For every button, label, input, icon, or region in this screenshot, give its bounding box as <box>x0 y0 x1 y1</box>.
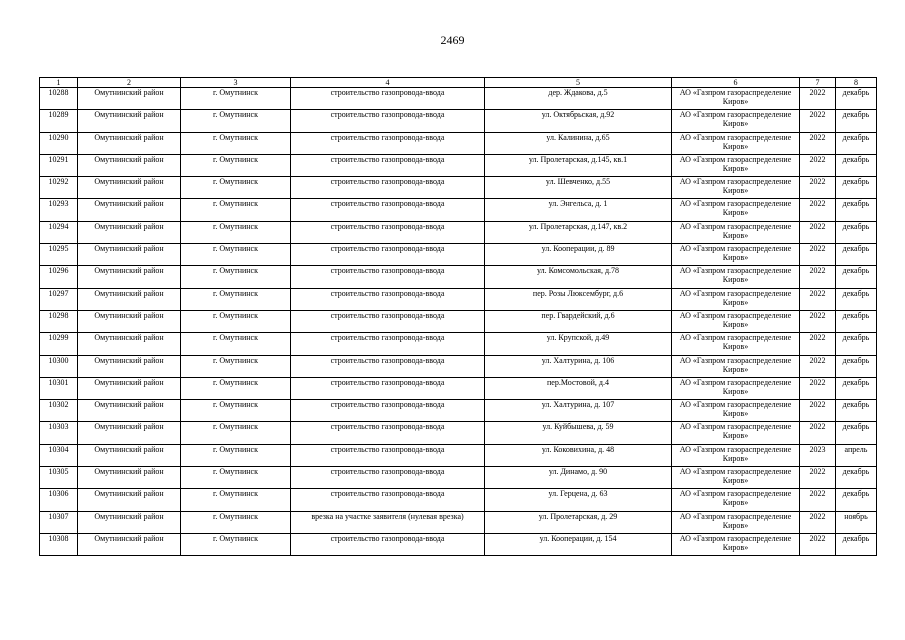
cell-row-number: 10304 <box>40 444 78 466</box>
column-header-1: 1 <box>40 78 78 88</box>
cell-district: Омутнинский район <box>78 266 181 288</box>
cell-year: 2022 <box>800 110 836 132</box>
cell-month: декабрь <box>836 266 877 288</box>
cell-work-type: строительство газопровода-ввода <box>291 333 485 355</box>
cell-city: г. Омутнинск <box>181 177 291 199</box>
cell-work-type: строительство газопровода-ввода <box>291 110 485 132</box>
table-row <box>40 132 877 154</box>
column-header-8: 8 <box>836 78 877 88</box>
cell-month: декабрь <box>836 88 877 110</box>
cell-address: ул. Динамо, д. 90 <box>485 467 672 489</box>
cell-city: г. Омутнинск <box>181 244 291 266</box>
cell-city: г. Омутнинск <box>181 221 291 243</box>
cell-month: декабрь <box>836 132 877 154</box>
cell-month: декабрь <box>836 377 877 399</box>
cell-row-number: 10288 <box>40 88 78 110</box>
cell-address: ул. Куйбышева, д. 59 <box>485 422 672 444</box>
cell-city: г. Омутнинск <box>181 377 291 399</box>
cell-year: 2022 <box>800 88 836 110</box>
table-row <box>40 400 877 422</box>
cell-address: пер.Мостовой, д.4 <box>485 377 672 399</box>
table-row <box>40 310 877 332</box>
cell-organization: АО «Газпром газораспределение Киров» <box>672 533 800 555</box>
cell-district: Омутнинский район <box>78 310 181 332</box>
cell-city: г. Омутнинск <box>181 467 291 489</box>
table-row <box>40 221 877 243</box>
cell-month: декабрь <box>836 110 877 132</box>
table-row <box>40 511 877 533</box>
cell-work-type: строительство газопровода-ввода <box>291 221 485 243</box>
cell-address: ул. Коковихина, д. 48 <box>485 444 672 466</box>
cell-address: ул. Калинина, д.65 <box>485 132 672 154</box>
table-body <box>40 88 877 556</box>
cell-organization: АО «Газпром газораспределение Киров» <box>672 177 800 199</box>
cell-row-number: 10296 <box>40 266 78 288</box>
cell-city: г. Омутнинск <box>181 355 291 377</box>
cell-city: г. Омутнинск <box>181 533 291 555</box>
cell-row-number: 10293 <box>40 199 78 221</box>
cell-city: г. Омутнинск <box>181 288 291 310</box>
cell-work-type: строительство газопровода-ввода <box>291 288 485 310</box>
cell-row-number: 10308 <box>40 533 78 555</box>
cell-row-number: 10297 <box>40 288 78 310</box>
cell-district: Омутнинский район <box>78 154 181 176</box>
table-row <box>40 266 877 288</box>
cell-year: 2022 <box>800 533 836 555</box>
cell-year: 2022 <box>800 333 836 355</box>
data-table <box>39 77 877 556</box>
cell-work-type: строительство газопровода-ввода <box>291 489 485 511</box>
cell-address: пер. Розы Люксембург, д.6 <box>485 288 672 310</box>
cell-organization: АО «Газпром газораспределение Киров» <box>672 444 800 466</box>
cell-month: декабрь <box>836 310 877 332</box>
cell-district: Омутнинский район <box>78 244 181 266</box>
table-row <box>40 110 877 132</box>
cell-city: г. Омутнинск <box>181 511 291 533</box>
cell-organization: АО «Газпром газораспределение Киров» <box>672 132 800 154</box>
cell-work-type: строительство газопровода-ввода <box>291 177 485 199</box>
cell-address: ул. Халтурина, д. 106 <box>485 355 672 377</box>
cell-year: 2022 <box>800 199 836 221</box>
cell-year: 2022 <box>800 221 836 243</box>
cell-district: Омутнинский район <box>78 355 181 377</box>
cell-address: ул. Кооперации, д. 89 <box>485 244 672 266</box>
cell-year: 2022 <box>800 422 836 444</box>
cell-row-number: 10303 <box>40 422 78 444</box>
cell-month: декабрь <box>836 221 877 243</box>
cell-work-type: строительство газопровода-ввода <box>291 377 485 399</box>
cell-city: г. Омутнинск <box>181 422 291 444</box>
cell-row-number: 10305 <box>40 467 78 489</box>
cell-work-type: строительство газопровода-ввода <box>291 310 485 332</box>
cell-year: 2022 <box>800 288 836 310</box>
cell-district: Омутнинский район <box>78 377 181 399</box>
cell-row-number: 10295 <box>40 244 78 266</box>
column-header-7: 7 <box>800 78 836 88</box>
table-row <box>40 467 877 489</box>
page-number: 2469 <box>440 33 465 47</box>
cell-month: ноябрь <box>836 511 877 533</box>
table-row <box>40 154 877 176</box>
cell-work-type: врезка на участке заявителя (нулевая врезка) <box>291 511 485 533</box>
cell-organization: АО «Газпром газораспределение Киров» <box>672 154 800 176</box>
cell-district: Омутнинский район <box>78 177 181 199</box>
cell-district: Омутнинский район <box>78 533 181 555</box>
cell-row-number: 10292 <box>40 177 78 199</box>
cell-organization: АО «Газпром газораспределение Киров» <box>672 199 800 221</box>
cell-row-number: 10306 <box>40 489 78 511</box>
cell-organization: АО «Газпром газораспределение Киров» <box>672 266 800 288</box>
cell-year: 2022 <box>800 310 836 332</box>
cell-work-type: строительство газопровода-ввода <box>291 533 485 555</box>
cell-month: декабрь <box>836 489 877 511</box>
cell-organization: АО «Газпром газораспределение Киров» <box>672 88 800 110</box>
header-row <box>40 78 877 88</box>
cell-month: декабрь <box>836 288 877 310</box>
cell-row-number: 10291 <box>40 154 78 176</box>
cell-organization: АО «Газпром газораспределение Киров» <box>672 244 800 266</box>
cell-district: Омутнинский район <box>78 422 181 444</box>
cell-city: г. Омутнинск <box>181 154 291 176</box>
cell-organization: АО «Газпром газораспределение Киров» <box>672 377 800 399</box>
cell-month: декабрь <box>836 154 877 176</box>
cell-address: ул. Октябрьская, д.92 <box>485 110 672 132</box>
cell-year: 2022 <box>800 244 836 266</box>
cell-organization: АО «Газпром газораспределение Киров» <box>672 310 800 332</box>
cell-row-number: 10300 <box>40 355 78 377</box>
cell-address: ул. Пролетарская, д. 29 <box>485 511 672 533</box>
cell-organization: АО «Газпром газораспределение Киров» <box>672 422 800 444</box>
cell-row-number: 10299 <box>40 333 78 355</box>
cell-year: 2022 <box>800 377 836 399</box>
cell-work-type: строительство газопровода-ввода <box>291 422 485 444</box>
cell-year: 2023 <box>800 444 836 466</box>
cell-work-type: строительство газопровода-ввода <box>291 467 485 489</box>
cell-district: Омутнинский район <box>78 88 181 110</box>
cell-address: пер. Гвардейский, д.6 <box>485 310 672 332</box>
cell-work-type: строительство газопровода-ввода <box>291 154 485 176</box>
cell-year: 2022 <box>800 266 836 288</box>
cell-work-type: строительство газопровода-ввода <box>291 199 485 221</box>
cell-district: Омутнинский район <box>78 221 181 243</box>
cell-organization: АО «Газпром газораспределение Киров» <box>672 288 800 310</box>
table-row <box>40 377 877 399</box>
cell-district: Омутнинский район <box>78 288 181 310</box>
cell-month: декабрь <box>836 244 877 266</box>
cell-work-type: строительство газопровода-ввода <box>291 88 485 110</box>
cell-organization: АО «Газпром газораспределение Киров» <box>672 221 800 243</box>
cell-district: Омутнинский район <box>78 132 181 154</box>
cell-district: Омутнинский район <box>78 444 181 466</box>
cell-year: 2022 <box>800 355 836 377</box>
table-row <box>40 88 877 110</box>
table-row <box>40 333 877 355</box>
cell-month: декабрь <box>836 355 877 377</box>
cell-address: ул. Пролетарская, д.145, кв.1 <box>485 154 672 176</box>
cell-organization: АО «Газпром газораспределение Киров» <box>672 333 800 355</box>
cell-organization: АО «Газпром газораспределение Киров» <box>672 467 800 489</box>
cell-month: декабрь <box>836 467 877 489</box>
column-header-5: 5 <box>485 78 672 88</box>
table-row <box>40 533 877 555</box>
cell-year: 2022 <box>800 511 836 533</box>
cell-year: 2022 <box>800 467 836 489</box>
cell-organization: АО «Газпром газораспределение Киров» <box>672 511 800 533</box>
cell-district: Омутнинский район <box>78 511 181 533</box>
cell-row-number: 10290 <box>40 132 78 154</box>
table-row <box>40 177 877 199</box>
cell-year: 2022 <box>800 154 836 176</box>
cell-address: ул. Крупской, д.49 <box>485 333 672 355</box>
cell-row-number: 10294 <box>40 221 78 243</box>
cell-row-number: 10289 <box>40 110 78 132</box>
cell-year: 2022 <box>800 489 836 511</box>
cell-address: ул. Комсомольская, д.78 <box>485 266 672 288</box>
cell-year: 2022 <box>800 400 836 422</box>
table-row <box>40 422 877 444</box>
cell-address: ул. Герцена, д. 63 <box>485 489 672 511</box>
table-row <box>40 244 877 266</box>
cell-work-type: строительство газопровода-ввода <box>291 266 485 288</box>
column-header-2: 2 <box>78 78 181 88</box>
cell-row-number: 10298 <box>40 310 78 332</box>
cell-city: г. Омутнинск <box>181 110 291 132</box>
cell-city: г. Омутнинск <box>181 266 291 288</box>
table-header <box>40 78 877 88</box>
cell-work-type: строительство газопровода-ввода <box>291 444 485 466</box>
cell-address: дер. Ждакова, д.5 <box>485 88 672 110</box>
cell-organization: АО «Газпром газораспределение Киров» <box>672 489 800 511</box>
cell-month: декабрь <box>836 333 877 355</box>
cell-month: декабрь <box>836 199 877 221</box>
cell-work-type: строительство газопровода-ввода <box>291 400 485 422</box>
table-row <box>40 199 877 221</box>
cell-address: ул. Халтурина, д. 107 <box>485 400 672 422</box>
cell-district: Омутнинский район <box>78 467 181 489</box>
cell-month: декабрь <box>836 177 877 199</box>
cell-work-type: строительство газопровода-ввода <box>291 355 485 377</box>
cell-city: г. Омутнинск <box>181 489 291 511</box>
cell-year: 2022 <box>800 132 836 154</box>
cell-city: г. Омутнинск <box>181 444 291 466</box>
column-header-3: 3 <box>181 78 291 88</box>
cell-city: г. Омутнинск <box>181 199 291 221</box>
cell-district: Омутнинский район <box>78 489 181 511</box>
cell-address: ул. Пролетарская, д.147, кв.2 <box>485 221 672 243</box>
cell-organization: АО «Газпром газораспределение Киров» <box>672 355 800 377</box>
cell-work-type: строительство газопровода-ввода <box>291 132 485 154</box>
cell-work-type: строительство газопровода-ввода <box>291 244 485 266</box>
cell-organization: АО «Газпром газораспределение Киров» <box>672 400 800 422</box>
cell-city: г. Омутнинск <box>181 88 291 110</box>
cell-city: г. Омутнинск <box>181 333 291 355</box>
cell-city: г. Омутнинск <box>181 400 291 422</box>
cell-address: ул. Кооперации, д. 154 <box>485 533 672 555</box>
table-row <box>40 288 877 310</box>
cell-district: Омутнинский район <box>78 400 181 422</box>
cell-organization: АО «Газпром газораспределение Киров» <box>672 110 800 132</box>
cell-month: декабрь <box>836 533 877 555</box>
cell-district: Омутнинский район <box>78 333 181 355</box>
table-row <box>40 355 877 377</box>
cell-district: Омутнинский район <box>78 199 181 221</box>
table-row <box>40 489 877 511</box>
cell-row-number: 10307 <box>40 511 78 533</box>
cell-address: ул. Шевченко, д.55 <box>485 177 672 199</box>
table-row <box>40 444 877 466</box>
column-header-6: 6 <box>672 78 800 88</box>
column-header-4: 4 <box>291 78 485 88</box>
cell-row-number: 10301 <box>40 377 78 399</box>
cell-row-number: 10302 <box>40 400 78 422</box>
cell-month: апрель <box>836 444 877 466</box>
cell-city: г. Омутнинск <box>181 310 291 332</box>
cell-address: ул. Энгельса, д. 1 <box>485 199 672 221</box>
cell-month: декабрь <box>836 422 877 444</box>
cell-month: декабрь <box>836 400 877 422</box>
cell-year: 2022 <box>800 177 836 199</box>
cell-district: Омутнинский район <box>78 110 181 132</box>
cell-city: г. Омутнинск <box>181 132 291 154</box>
